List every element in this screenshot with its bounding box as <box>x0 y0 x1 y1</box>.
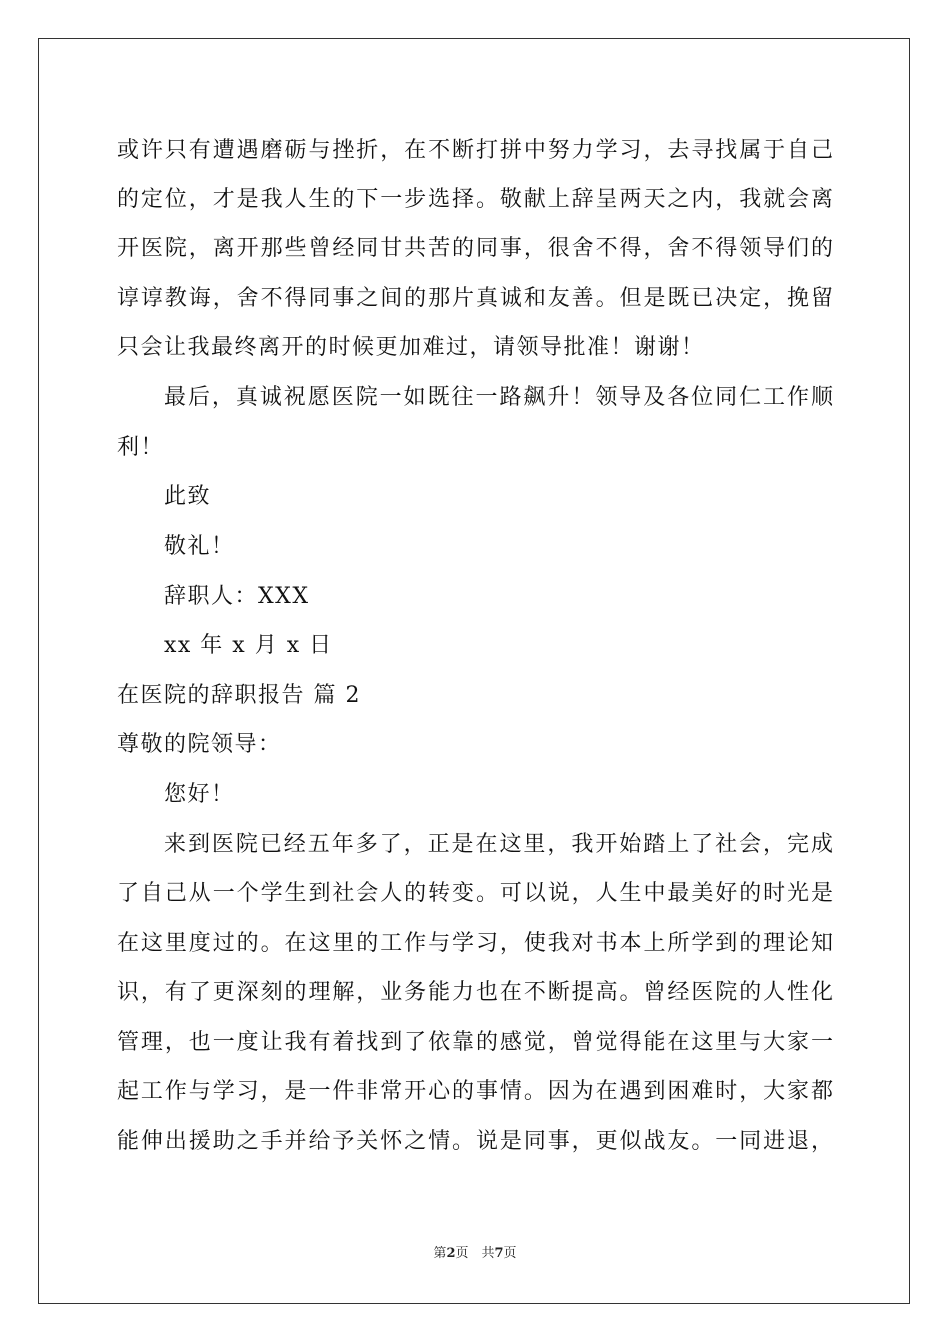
text-line: 了自己从一个学生到社会人的转变。可以说，人生中最美好的时光是 <box>117 881 833 906</box>
text-line: 只会让我最终离开的时候更加难过，请领导批准！谢谢！ <box>117 335 705 360</box>
page-footer <box>0 1245 950 1263</box>
signature-line: 辞职人：XXX <box>164 584 310 609</box>
greeting: 您好！ <box>164 782 235 807</box>
page-current: 2 <box>446 1246 456 1261</box>
text-line: 识，有了更深刻的理解，业务能力也在不断提高。曾经医院的人性化 <box>117 980 833 1005</box>
page-label-mid: 页 共 <box>455 1246 495 1261</box>
text-line: 在这里度过的。在这里的工作与学习，使我对书本上所学到的理论知 <box>117 931 833 956</box>
text-line: 管理，也一度让我有着找到了依靠的感觉，曾觉得能在这里与大家一 <box>117 1030 833 1055</box>
section-title: 在医院的辞职报告 篇 2 <box>117 683 361 708</box>
date-line: xx 年 x 月 x 日 <box>164 633 333 658</box>
page-total: 7 <box>494 1246 504 1261</box>
closing-regards: 敬礼！ <box>164 534 235 559</box>
text-line: 或许只有遭遇磨砺与挫折，在不断打拼中努力学习，去寻找属于自己 <box>117 138 833 163</box>
text-line: 最后，真诚祝愿医院一如既往一路飙升！领导及各位同仁工作顺 <box>164 385 833 410</box>
page-label-prefix: 第 <box>433 1246 447 1261</box>
text-line: 谆谆教诲，舍不得同事之间的那片真诚和友善。但是既已决定，挽留 <box>117 286 833 311</box>
salutation: 尊敬的院领导： <box>117 732 282 757</box>
text-line: 开医院，离开那些曾经同甘共苦的同事，很舍不得，舍不得领导们的 <box>117 236 833 261</box>
text-line: 利！ <box>117 435 165 460</box>
closing-salutation: 此致 <box>164 484 212 509</box>
text-line: 的定位，才是我人生的下一步选择。敬献上辞呈两天之内，我就会离 <box>117 187 833 212</box>
text-line: 能伸出援助之手并给予关怀之情。说是同事，更似战友。一同进退， <box>117 1129 833 1154</box>
page-label-suffix: 页 <box>503 1246 517 1261</box>
page-border <box>38 38 910 1304</box>
text-line: 来到医院已经五年多了，正是在这里，我开始踏上了社会，完成 <box>164 832 833 857</box>
text-line: 起工作与学习，是一件非常开心的事情。因为在遇到困难时，大家都 <box>117 1079 833 1104</box>
